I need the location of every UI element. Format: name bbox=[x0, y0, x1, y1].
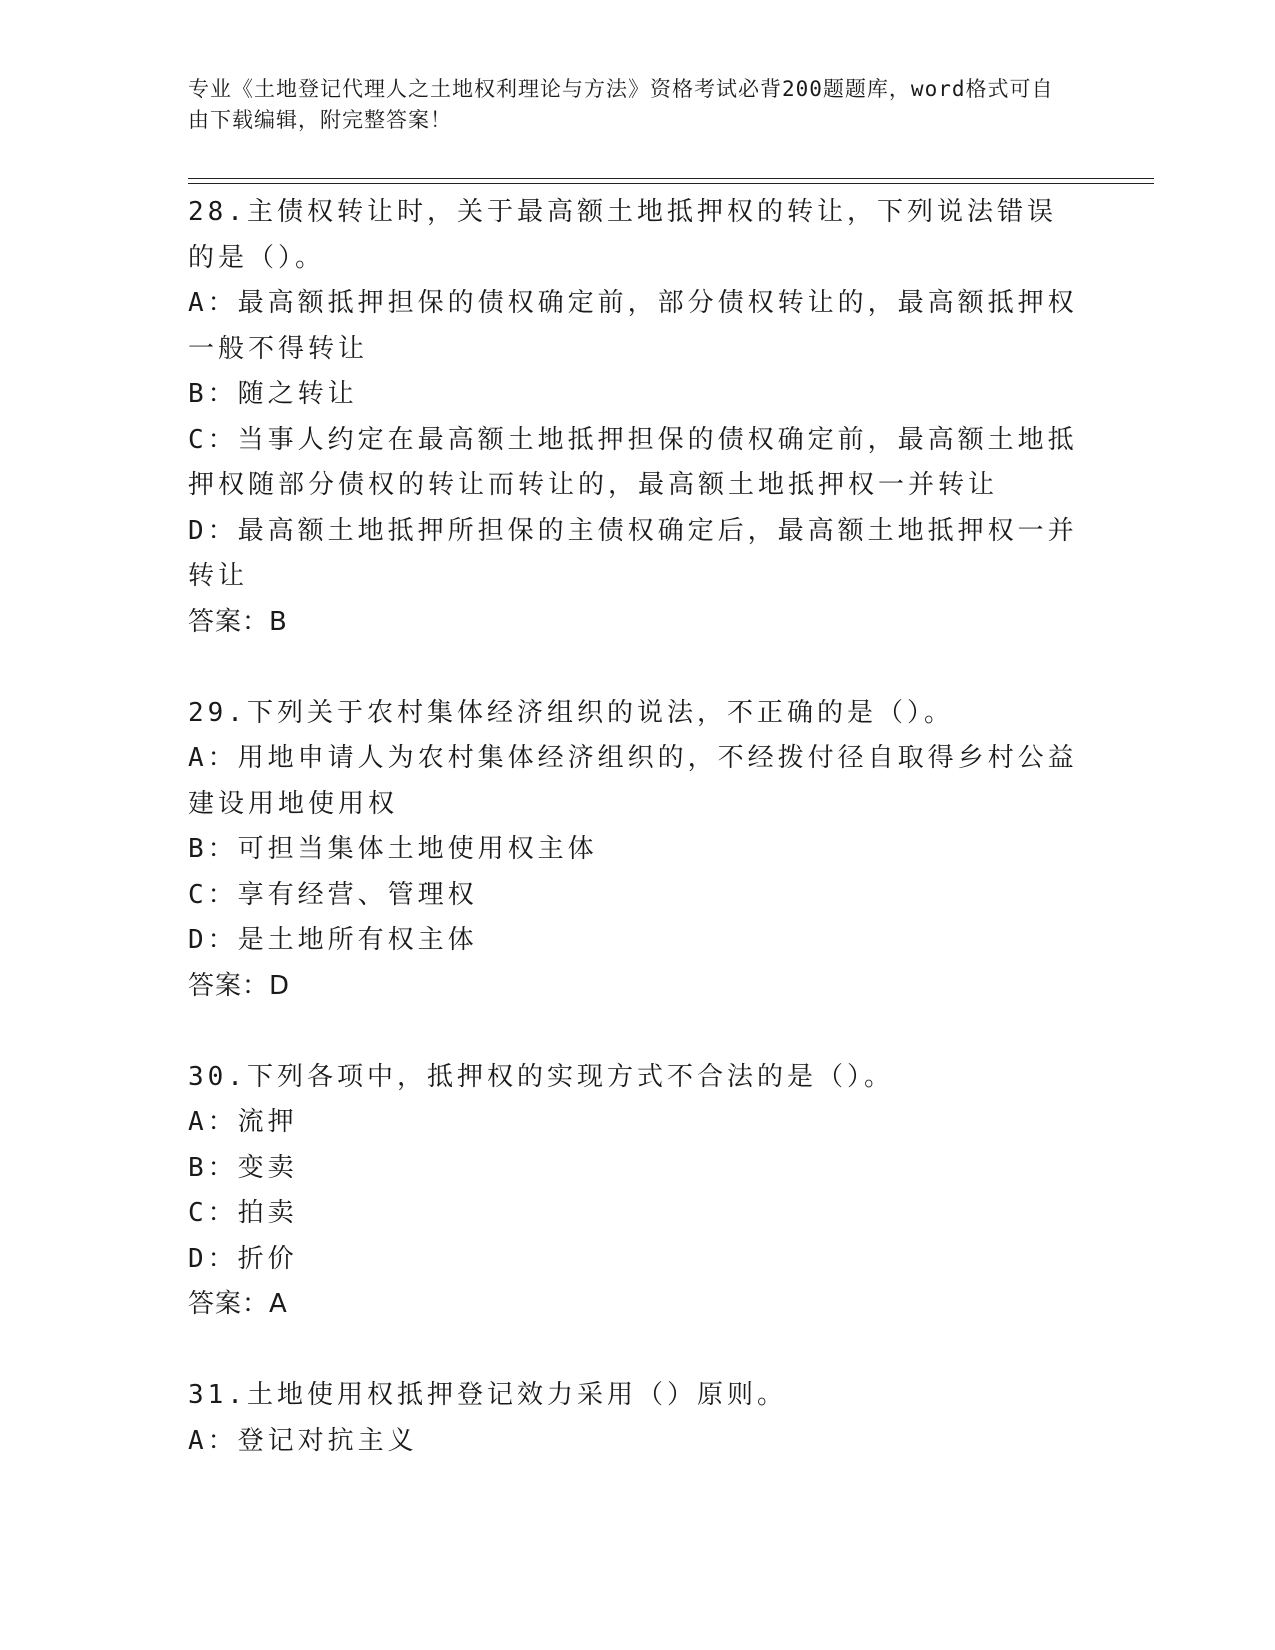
option-a: A：登记对抗主义 bbox=[188, 1425, 418, 1456]
option-b: B：随之转让 bbox=[188, 379, 358, 409]
option-d: D：最高额土地抵押所担保的主债权确定后，最高额土地抵押权一并转让 bbox=[188, 515, 1078, 591]
option-c: C：享有经营、管理权 bbox=[188, 879, 478, 910]
option-d: D：折价 bbox=[188, 1243, 298, 1274]
question-stem: 28.主债权转让时，关于最高额土地抵押权的转让，下列说法错误的是（）。 bbox=[188, 197, 1057, 273]
option-a: A：流押 bbox=[188, 1107, 298, 1137]
option-d: D：是土地所有权主体 bbox=[188, 925, 478, 955]
option-c: C：拍卖 bbox=[188, 1198, 298, 1228]
option-a: A：用地申请人为农村集体经济组织的，不经拨付径自取得乡村公益建设用地使用权 bbox=[188, 743, 1078, 819]
question-28 bbox=[188, 190, 1080, 645]
option-b: B：可担当集体土地使用权主体 bbox=[188, 834, 598, 864]
header-rule-bottom bbox=[188, 183, 1154, 184]
question-30 bbox=[188, 1055, 1080, 1328]
document-header: 专业《土地登记代理人之土地权利理论与方法》资格考试必背200题题库，word格式可自由下载编辑，附完整答案！ bbox=[188, 77, 1054, 132]
option-b: B：变卖 bbox=[188, 1152, 298, 1183]
question-31 bbox=[188, 1373, 1080, 1464]
answer: 答案：B bbox=[188, 606, 288, 637]
question-stem: 29.下列关于农村集体经济组织的说法，不正确的是（）。 bbox=[188, 697, 954, 728]
header-rule-top bbox=[188, 178, 1154, 179]
option-a: A：最高额抵押担保的债权确定前，部分债权转让的，最高额抵押权一般不得转让 bbox=[188, 288, 1078, 364]
answer: 答案：A bbox=[188, 1289, 288, 1319]
question-stem: 31.土地使用权抵押登记效力采用（）原则。 bbox=[188, 1380, 787, 1410]
answer: 答案：D bbox=[188, 970, 291, 1001]
question-list bbox=[188, 190, 1080, 1510]
option-c: C：当事人约定在最高额土地抵押担保的债权确定前，最高额土地抵押权随部分债权的转让而转让的，最高额土地抵押权一并转让 bbox=[188, 424, 1078, 500]
question-stem: 30.下列各项中，抵押权的实现方式不合法的是（）。 bbox=[188, 1061, 894, 1092]
question-29 bbox=[188, 691, 1080, 1010]
